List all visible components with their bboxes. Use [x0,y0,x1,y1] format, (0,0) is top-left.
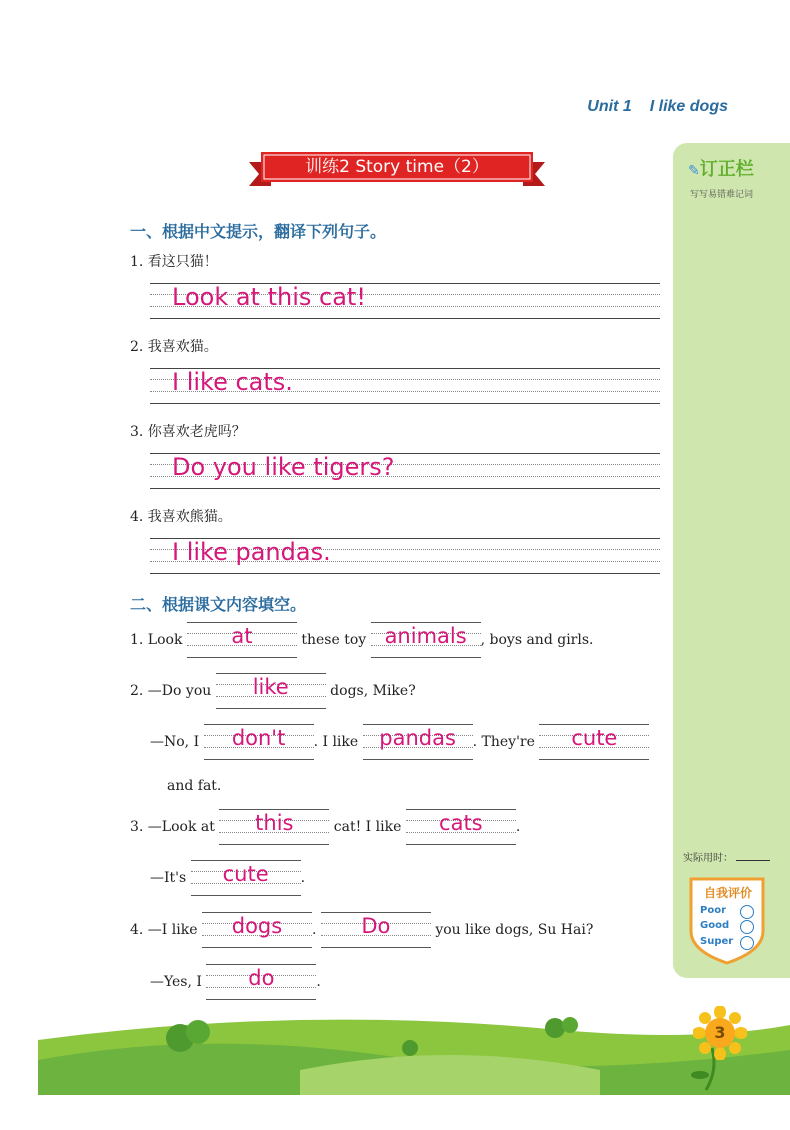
s2-q1: 1. Look at these toy animals , boys and girls. [130,622,593,658]
eval-good-label: Good [700,920,730,931]
s2-q3-line-2: —It's cute . [150,860,305,896]
s2-q2-line-1: 2. —Do you like dogs, Mike? [130,673,416,709]
time-used-input-line[interactable] [736,860,770,861]
s2-q4-line-2: —Yes, I do . [150,964,321,1000]
s1-answer-4: I like pandas. [172,538,331,566]
s1-prompt-4: 4. 我喜欢熊猫。 [130,509,232,525]
s2-q2-blank-3[interactable]: pandas [363,724,473,760]
s2-q3-blank-3[interactable]: cute [191,860,301,896]
page-header [587,98,728,116]
eval-poor-checkbox[interactable] [740,905,754,919]
s1-prompt-2: 2. 我喜欢猫。 [130,339,218,355]
correction-subtitle: 写写易错难记词 [690,190,754,200]
pencil-icon: ✎ [688,163,700,179]
s2-q4-blank-3[interactable]: do [206,964,316,1000]
s1-answer-line-3[interactable] [150,453,660,489]
s1-prompt-1: 1. 看这只猫！ [130,254,218,270]
s2-q1-blank-2[interactable]: animals [371,622,481,658]
s1-answer-3: Do you like tigers? [172,453,395,481]
s2-q4-line-1: 4. —I like dogs . Do you like dogs, Su Hai? [130,912,593,948]
ribbon-title: 训练2 Story time（2） [305,157,489,177]
s2-q4-blank-2[interactable]: Do [321,912,431,948]
s1-prompt-3: 3. 你喜欢老虎吗？ [130,424,246,440]
s2-q2-blank-2[interactable]: don't [204,724,314,760]
s1-answer-line-2[interactable] [150,368,660,404]
hills-illustration [0,1000,790,1095]
section-2-heading: 二、根据课文内容填空。 [130,595,307,614]
eval-super-label: Super [700,936,734,947]
s1-answer-line-1[interactable] [150,283,660,319]
s1-answer-line-4[interactable] [150,538,660,574]
s2-q3-blank-1[interactable]: this [219,809,329,845]
correction-title: ✎订正栏 [688,159,754,180]
s2-q2-line-3: and fat. [167,778,222,794]
unit-label: Unit 1 [587,98,632,115]
time-used-label: 实际用时： [683,853,733,864]
s2-q2-blank-4[interactable]: cute [539,724,649,760]
eval-good-checkbox[interactable] [740,920,754,934]
section-1-heading: 一、根据中文提示，翻译下列句子。 [130,222,387,241]
self-evaluation-title: 自我评价 [703,886,752,900]
s1-answer-1: Look at this cat! [172,283,366,311]
s2-q3-line-1: 3. —Look at this cat! I like cats . [130,809,520,845]
s2-q2-blank-1[interactable]: like [216,673,326,709]
eval-poor-label: Poor [700,905,727,916]
s2-q4-blank-1[interactable]: dogs [202,912,312,948]
s2-q3-blank-2[interactable]: cats [406,809,516,845]
page-number: 3 [714,1023,726,1042]
eval-super-checkbox[interactable] [740,936,754,950]
s2-q2-line-2: —No, I don't . I like pandas . They're cute [150,724,649,760]
unit-title: I like dogs [649,98,728,115]
s1-answer-2: I like cats. [172,368,293,396]
s2-q1-blank-1[interactable]: at [187,622,297,658]
